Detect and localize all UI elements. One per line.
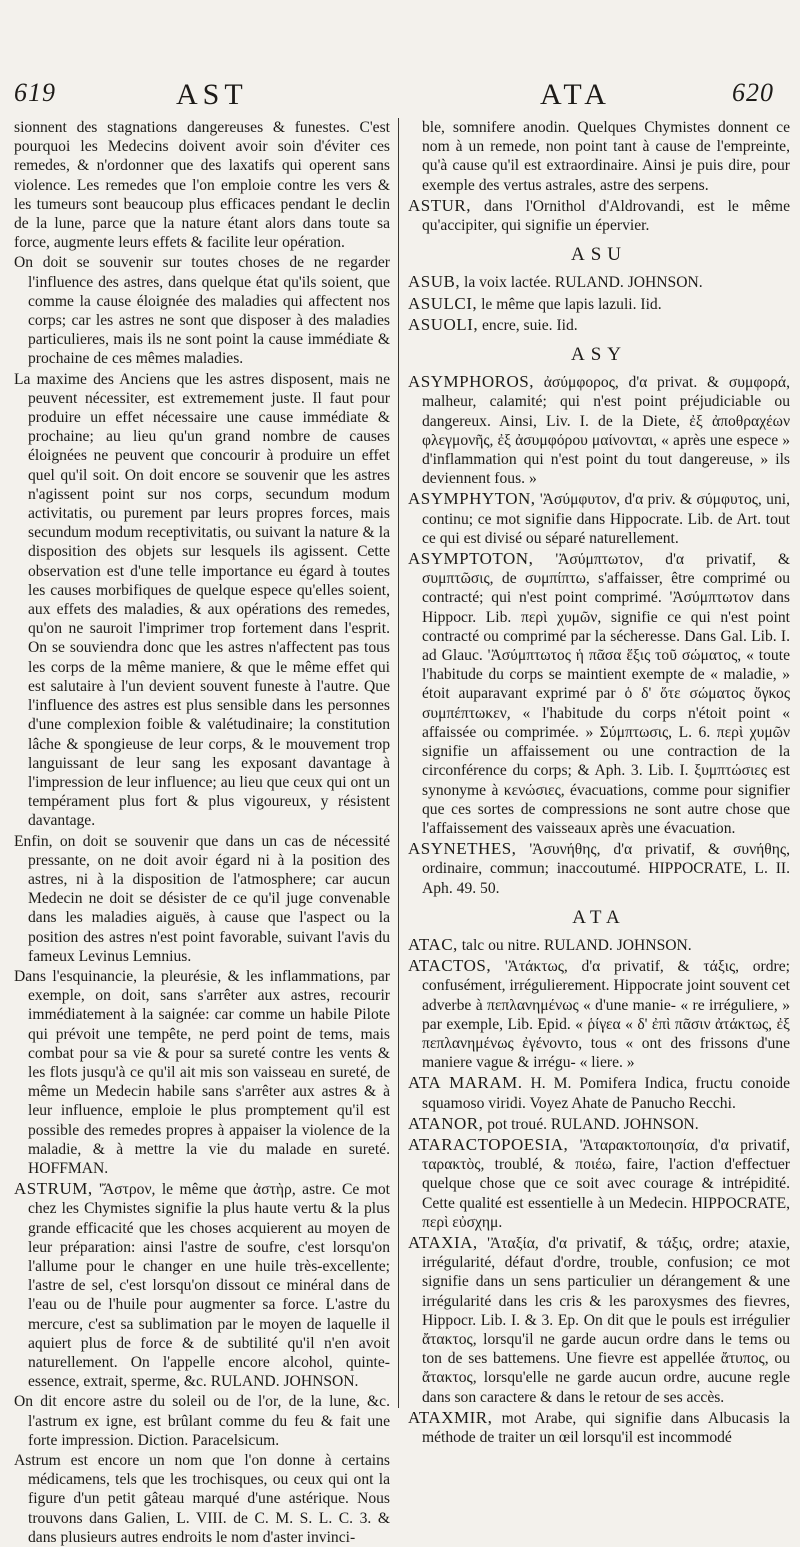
section-heading-ata: ATA xyxy=(572,906,626,928)
headword: ASTRUM, xyxy=(14,1179,93,1199)
entry-text: encre, suie. Iid. xyxy=(482,316,578,334)
entry-astrum xyxy=(14,1179,390,1391)
entry-text: pot troué. RULAND. JOHNSON. xyxy=(487,1115,699,1133)
entry-ataxmir xyxy=(408,1408,790,1447)
entry-text: 'Ἀταρακτοποιησία, d'α privatif, ταρακτὸς, troublé, & ποιέω, faire, l'action d'effectuer quelque chose que ce soit avec courage & intrépidité. Cette qualité est essentielle à un Medecin. HIPPOCRATE, περὶ εὐσχημ. xyxy=(422,1136,790,1231)
entry-asulci xyxy=(408,294,790,314)
headword: ATA MARAM. xyxy=(408,1073,523,1093)
page-number-right: 620 xyxy=(732,78,774,107)
headword: ASYNETHES, xyxy=(408,839,517,859)
left-column xyxy=(14,118,390,1546)
headword: ASYMPTOTON, xyxy=(408,549,534,569)
headword: ATAXMIR, xyxy=(408,1407,493,1427)
entry-text: 'Ἀσυνήθης, d'α privatif, & συνήθης, ordinaire, commun; inaccoutumé. HIPPOCRATE, L. II. Aph. 49. 50. xyxy=(422,841,790,897)
entry-asub xyxy=(408,272,790,292)
entry-text: talc ou nitre. RULAND. JOHNSON. xyxy=(461,936,692,954)
section-heading-asy: ASY xyxy=(570,344,627,366)
headword: ATANOR, xyxy=(408,1113,484,1133)
paragraph: La maxime des Anciens que les astres disposent, mais ne peuvent nécessiter, est extremement juste. Il faut pour produire un effet nécessaire une cause immédiate & prochaine; au lieu qu'un grand nombre de causes éloignées ne peuvent que concourir à produire un effet quel qu'il soit. On doit encore se souvenir que les astres n'agissent point sur nos corps, secundum modum activitatis, ou purement par leurs propres forces, mais secundum modum receptivitatis, ou suivant la nature & la disposition des objets sur lesquels ils agissent. Cette observation est d'une telle importance eu égard à toutes les causes morbifiques de quelque espece qu'elles soient, aux effets des maladies, & aux opérations des remedes, qu'on ne sauroit l'imprimer trop fortement dans l'esprit. On se souviendra donc que les astres n'affectent pas tous les corps de la même maniere, & que le même effet qui est salutaire à l'un devient souvent funeste à l'autre. Que l'influence des astres est plus sensible dans les personnes d'une complexion foible & valétudinaire; la constitution lâche & spongieuse de leur corps, & le mouvement trop languissant de leur sang les exposant davantage à l'impression de leur influence; au lieu que ceux qui ont un tempérament plus fort & plus vigoureux, y résistent davantage. xyxy=(14,370,390,830)
headword: ASYMPHYTON, xyxy=(408,489,536,509)
entry-text: 'Ἄστρον, le même que ἀστὴρ, astre. Ce mot chez les Chymistes signifie la plus haute vertu & la plus grande efficacité que les choses acquierent au moyen de leur préparation: ainsi l'astre de soufre, c'est lorsqu'on l'allume pour le changer en une huile très-excellente; l'astre de sel, c'est lorsqu'on dissout ce minéral dans de l'eau ou de l'huile pour augmenter sa force. L'astre du mercure, c'est sa sublimation par le moyen de laquelle il aquiert plus de force & de subtilité qu'il n'en avoit naturellement. On l'appelle encore alcohol, quinte-essence, extrait, sperme, &c. RULAND. JOHNSON. xyxy=(28,1181,390,1391)
entry-asymphoros xyxy=(408,372,790,488)
entry-text: 'Ἀτάκτως, d'α privatif, & τάξις, ordre; confusément, irrégulierement. Hippocrate joint souvent cet adverbe à πεπλανημένως « d'une manie- « re irréguliere, » par exemple, Lib. Epid. « ῥίγεα « δ' ἐπὶ πᾶσιν ἀτάκτως, ἐξ πεπλανημένως ἐγένοντο, tous « ont des frissons d'une maniere vague & irrégu- « liere. » xyxy=(422,958,790,1072)
headword: ATAC, xyxy=(408,934,458,954)
page-header xyxy=(0,78,800,118)
section-heading-asu: ASU xyxy=(570,244,627,266)
paragraph: Enfin, on doit se souvenir que dans un cas de nécessité pressante, on ne doit avoir égard ni à la position des astres, ni à la disposition de l'atmosphere; car aucun Medecin ne doit se désister de ce qu'il juge convenable dans les maladies aiguës, à cause que l'aspect ou la position des astres n'est point favorable, suivant l'avis du fameux Levinus Lemnius. xyxy=(14,832,390,965)
entry-atac xyxy=(408,935,790,955)
entry-atanor xyxy=(408,1114,790,1134)
entry-text: 'Ἀσύμφυτον, d'α priv. & σύμφυτος, uni, continu; ce mot signifie dans Hippocrate. Lib. de Art. tout ce qui est divisé ou séparé naturellement. xyxy=(422,491,790,547)
headword: ASUOLI, xyxy=(408,314,479,334)
headword: ATAXIA, xyxy=(408,1232,478,1252)
paragraph: Astrum est encore un nom que l'on donne à certains médicamens, tels que les trochisques, ou ceux qui ont la figure d'un petit gâteau marqué d'une astérique. Nous trouvons dans Galien, L. VIII. de C. M. S. L. C. 3. & dans plusieurs autres endroits le nom d'aster invinci- xyxy=(14,1452,390,1546)
headword: ASTUR, xyxy=(408,195,471,215)
paragraph: Dans l'esquinancie, la pleurésie, & les inflammations, par exemple, on doit, sans s'arrêter aux astres, recourir immédiatement à la saignée: car comme un habile Pilote qui prévoit une tempête, ne perd point de tems, mais combat pour sa vie & pour sa sureté contre les vents & les flots jusqu'à ce qu'il ait mis son vaisseau en sureté, de même un Medecin habile sans s'arrêter aux astres & à leur influence, emploie le plus promptement qu'il est possible des remedes propres à appaiser la violence de la maladie, & à mettre la vie du malade en sureté. HOFFMAN. xyxy=(14,967,390,1177)
entry-text: le même que lapis lazuli. Iid. xyxy=(481,295,662,313)
entry-text: 'Ἀταξία, d'α privatif, & τάξις, ordre; ataxie, irrégularité, défaut d'ordre, trouble, confusion; ce mot signifie dans un sens particulier un dérangement & une irrégularité dans les cris & les paroxysmes des fievres, Hippocr. Lib. I. & 3. Ep. On dit que le pouls est irrégulier ἄτακτος, lorsqu'il ne garde aucun ordre dans le tems ou ton de ses battemens. Une fievre est appellée ἄτυπος, ou ἄτακτος, lorsqu'elle ne garde aucun ordre, aucune regle dans son caractere & dans le retour de ses accès. xyxy=(422,1234,790,1406)
headword: ATACTOS, xyxy=(408,956,492,976)
paragraph: sionnent des stagnations dangereuses & funestes. C'est pourquoi les Medecins doivent avoir soin d'éviter ces remedes, & n'ordonner que des laxatifs qui operent sans violence. Les remedes que l'on emploie contre les vers & les tumeurs sont beaucoup plus efficaces pendant le declin de la lune, parce que la nature étant alors dans toute sa force, augmente leurs effets & facilite leur opération. xyxy=(14,119,390,252)
running-head-right: ATA xyxy=(540,78,611,111)
entry-text: 'Ἀσύμπτωτον, d'α privatif, & συμπτῶσις, de συμπίπτω, s'affaisser, être comprimé ou contracté; qui n'est point comprimé. 'Ἀσύμπτωτον dans Hippocr. Lib. περὶ χυμῶν, signifie ce qui n'est point contracté ou comprimé par la sécheresse. Dans Gal. Lib. I. ad Glauc. 'Ἀσύμπτωτος ἡ πᾶσα ἕξις τοῦ σώματος, « toute l'habitude du corps se maintient exempte de « maladie, » étoit auparavant exprimé par ὁ δ' ὅτε σώματος ὄγκος συμπέπτωκεν, « l'habitude du corps n'étoit point « affaissée ou comprimée. » Σύμπτωσις, L. 6. περὶ χυμῶν signifie un affaissement ou une contraction de la circonférence du corps; & Aph. 3. Lib. I. ξυμπτώσιες est synonyme à κενώσιες, évacuations, comme pour signifier que ces sortes de compressions ne sont autre chose que l'affaissement des vaisseaux après une évacuation. xyxy=(422,551,790,837)
entry-astur xyxy=(408,196,790,235)
entry-text: H. M. Pomifera Indica, fructu conoide squamoso viridi. Voyez Ahate de Panucho Recchi. xyxy=(422,1075,790,1112)
right-column xyxy=(408,118,790,1446)
headword: ASUB, xyxy=(408,272,461,292)
entry-asymptoton xyxy=(408,549,790,838)
headword: ASULCI, xyxy=(408,293,478,313)
running-head-left: AST xyxy=(176,78,248,111)
entry-atactos xyxy=(408,956,790,1072)
entry-text: mot Arabe, qui signifie dans Albucasis la méthode de traiter un œil lorsqu'il est incommodé xyxy=(422,1409,790,1446)
entry-asymphyton xyxy=(408,489,790,548)
paragraph: On dit encore astre du soleil ou de l'or, de la lune, &c. l'astrum ex igne, est brûlant comme du feu & fait une forte impression. Diction. Paracelsicum. xyxy=(14,1393,390,1449)
column-divider xyxy=(398,118,399,1408)
entry-ataractopoesia xyxy=(408,1135,790,1232)
page-number-left: 619 xyxy=(14,78,56,107)
entry-text: ἀσύμφορος, d'α privat. & συμφορά, malheur, calamité; qui n'est point préjudiciable ou dangereux. Ainsi, Liv. I. de la Diete, ἐξ ἀποθραχέων φλεγμονῆς, ἐξ ἀσυμφόρου μαίνονται, « après une espece » d'inflammation qui n'est point du tout dangereuse, » ils deviennent fous. » xyxy=(422,374,790,488)
paragraph: ble, somnifere anodin. Quelques Chymistes donnent ce nom à un remede, non point tant à cause de l'empreinte, qu'à cause qu'il est extraordinaire. Ainsi je puis dire, pour exemple des vertus astrales, astre des serpens. xyxy=(422,119,790,194)
entry-asuoli xyxy=(408,315,790,335)
headword: ATARACTOPOESIA, xyxy=(408,1134,569,1154)
entry-text: la voix lactée. RULAND. JOHNSON. xyxy=(464,274,703,292)
entry-ata-maram xyxy=(408,1073,790,1112)
entry-asynethes xyxy=(408,839,790,898)
entry-ataxia xyxy=(408,1233,790,1407)
headword: ASYMPHOROS, xyxy=(408,372,534,392)
paragraph: On doit se souvenir sur toutes choses de ne regarder l'influence des astres, dans quelque état qu'ils soient, que comme la cause éloignée des maladies qui affectent nos corps; car les astres ne sont que disposer à des maladies particulieres, mais ils ne sont point la cause immédiate & prochaine de ces mêmes maladies. xyxy=(14,254,390,368)
entry-text: dans l'Ornithol d'Aldrovandi, est le même qu'accipiter, qui signifie un épervier. xyxy=(422,197,790,235)
